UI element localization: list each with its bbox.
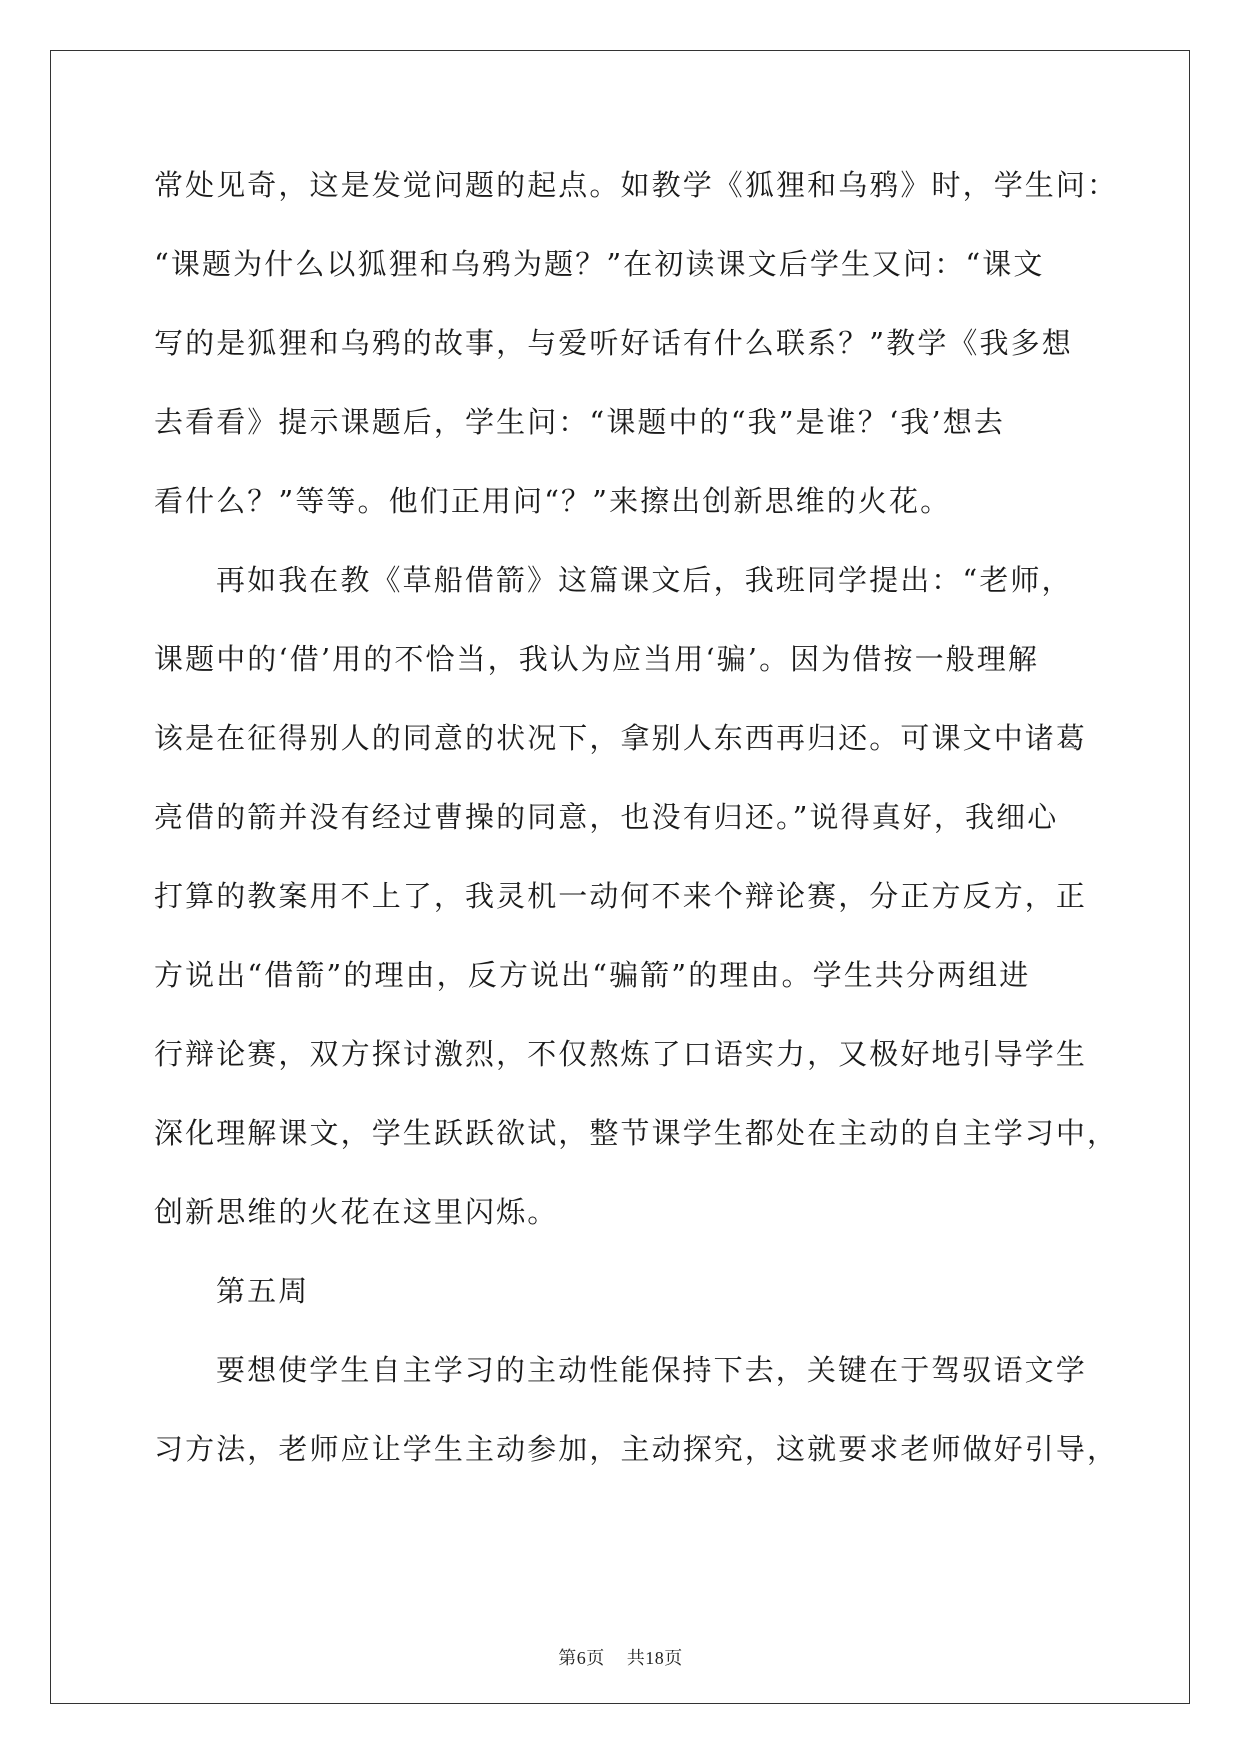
text-line: 行辩论赛，双方探讨激烈，不仅熬炼了口语实力，又极好地引导学生 bbox=[154, 1037, 1088, 1071]
page-footer bbox=[0, 1644, 1241, 1670]
text-line: 打算的教案用不上了，我灵机一动何不来个辩论赛，分正方反方，正 bbox=[154, 879, 1088, 913]
text-line: 深化理解课文，学生跃跃欲试，整节课学生都处在主动的自主学习中， bbox=[154, 1116, 1119, 1150]
text-line: 看什么？”等等。他们正用问“？”来擦出创新思维的火花。 bbox=[154, 484, 952, 518]
page-total: 共18页 bbox=[626, 1648, 683, 1668]
document-body bbox=[154, 146, 1119, 1489]
text-line: 方说出“借箭”的理由，反方说出“骗箭”的理由。学生共分两组进 bbox=[154, 958, 1031, 992]
paragraph-start-line: 再如我在教《草船借箭》这篇课文后，我班同学提出：“老师， bbox=[216, 563, 1073, 597]
text-line: 习方法，老师应让学生主动参加，主动探究，这就要求老师做好引导， bbox=[154, 1432, 1119, 1466]
text-line: 常处见奇，这是发觉问题的起点。如教学《狐狸和乌鸦》时，学生问： bbox=[154, 168, 1119, 202]
text-line: 课题中的‘借’用的不恰当，我认为应当用‘骗’。因为借按一般理解 bbox=[154, 642, 1039, 676]
paragraph-start-line: 要想使学生自主学习的主动性能保持下去，关键在于驾驭语文学 bbox=[216, 1353, 1087, 1387]
page-number: 第6页 bbox=[558, 1648, 605, 1668]
text-line: 亮借的箭并没有经过曹操的同意，也没有归还。”说得真好，我细心 bbox=[154, 800, 1059, 834]
text-line: “课题为什么以狐狸和乌鸦为题？”在初读课文后学生又问：“课文 bbox=[154, 247, 1045, 281]
section-heading: 第五周 bbox=[216, 1274, 310, 1308]
text-line: 该是在征得别人的同意的状况下，拿别人东西再归还。可课文中诸葛 bbox=[154, 721, 1088, 755]
text-line: 去看看》提示课题后，学生问：“课题中的“我”是谁？‘我’想去 bbox=[154, 405, 1005, 439]
text-line: 写的是狐狸和乌鸦的故事，与爱听好话有什么联系？”教学《我多想 bbox=[154, 326, 1073, 360]
text-line: 创新思维的火花在这里闪烁。 bbox=[154, 1195, 559, 1229]
